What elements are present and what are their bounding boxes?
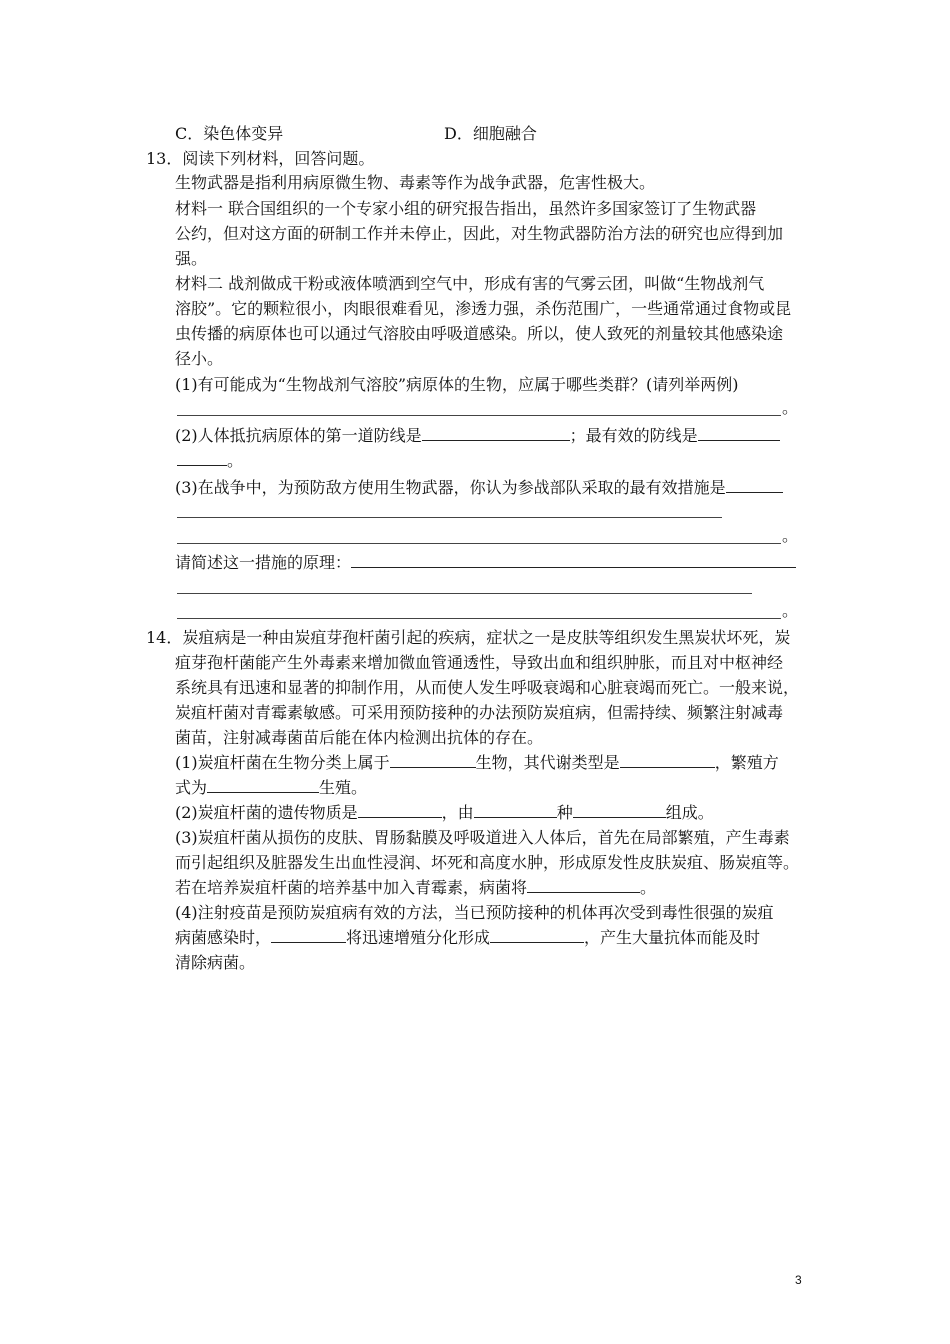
q13-part2 <box>175 426 780 446</box>
option-c: C．染色体变异 <box>175 124 284 143</box>
answer-blank[interactable] <box>271 928 346 943</box>
q14-part4-line1: (4)注射疫苗是预防炭疽病有效的方法，当已预防接种的机体再次受到毒性很强的炭疽 <box>175 903 774 922</box>
answer-blank[interactable] <box>177 543 781 544</box>
q13-part4 <box>175 553 796 573</box>
answer-blank[interactable] <box>422 426 570 441</box>
q13-material2-line2: 溶胶”。它的颗粒很小，肉眼很难看见，渗透力强，杀伤范围广，一些通常通过食物或昆 <box>175 299 792 318</box>
q13-part4-label: 请简述这一措施的原理： <box>175 553 352 572</box>
q13-stem: 13．阅读下列材料，回答问题。 <box>146 149 375 168</box>
answer-blank[interactable] <box>620 753 715 768</box>
q14-part3-line3 <box>175 878 656 898</box>
q14-part1-label-e: 生殖。 <box>319 778 368 797</box>
q14-line4: 炭疽杆菌对青霉素敏感。可采用预防接种的办法预防炭疽病，但需持续、频繁注射减毒 <box>175 703 784 722</box>
q14-line3: 系统具有迅速和显著的抑制作用，从而使人发生呼吸衰竭和心脏衰竭而死亡。一般来说， <box>175 678 800 697</box>
q14-part1-label-c: ，繁殖方 <box>714 753 779 772</box>
q13-intro: 生物武器是指利用病原微生物、毒素等作为战争武器，危害性极大。 <box>175 173 656 192</box>
q13-part2-first-line-label: (2)人体抵抗病原体的第一道防线是 <box>175 426 422 445</box>
q14-part1 <box>175 753 779 773</box>
q13-material1-line2: 公约，但对这方面的研制工作并未停止，因此，对生物武器防治方法的研究也应得到加 <box>175 224 784 243</box>
answer-blank[interactable] <box>490 928 584 943</box>
page-number: 3 <box>795 1273 802 1287</box>
answer-blank[interactable] <box>358 803 442 818</box>
q13-material1-line1: 材料一 联合国组织的一个专家小组的研究报告指出，虽然许多国家签订了生物武器 <box>175 199 757 218</box>
q14-part4-label-b: 将迅速增殖分化形成 <box>346 928 491 947</box>
q14-part3-line2: 而引起组织及脏器发生出血性浸润、坏死和高度水肿，形成原发性皮肤炭疽、肠炭疽等。 <box>175 853 800 872</box>
q14-part2-label-c: 种 <box>556 803 573 822</box>
q13-material2-line4: 径小。 <box>175 349 224 368</box>
answer-blank[interactable] <box>351 553 796 568</box>
q14-line5: 菌苗，注射减毒菌苗后能在体内检测出抗体的存在。 <box>175 728 544 747</box>
answer-blank[interactable] <box>177 517 722 518</box>
q14-part1-cont <box>175 778 367 798</box>
q14-part3-label: 若在培养炭疽杆菌的培养基中加入青霉素，病菌将 <box>175 878 528 897</box>
period: 。 <box>782 398 799 417</box>
answer-blank[interactable] <box>177 415 781 416</box>
q14-part4-line2 <box>175 928 760 948</box>
answer-blank[interactable] <box>474 803 557 818</box>
q14-part2 <box>175 803 714 823</box>
answer-blank[interactable] <box>177 451 227 466</box>
period: 。 <box>782 601 799 620</box>
q13-material2-line3: 虫传播的病原体也可以通过气溶胶由呼吸道感染。所以，使人致死的剂量较其他感染途 <box>175 324 784 343</box>
answer-blank[interactable] <box>177 618 781 619</box>
q14-part4-label-c: ，产生大量抗体而能及时 <box>584 928 761 947</box>
q14-part4-line3: 清除病菌。 <box>175 953 256 972</box>
q13-material2-line1: 材料二 战剂做成干粉或液体喷洒到空气中，形成有害的气雾云团，叫做“生物战剂气 <box>175 274 765 293</box>
period: 。 <box>640 878 657 897</box>
q14-part4-label-a: 病菌感染时， <box>175 928 272 947</box>
q14-part2-label-d: 组成。 <box>665 803 714 822</box>
answer-blank[interactable] <box>177 593 752 594</box>
q13-part3 <box>175 478 783 498</box>
q13-part3-label: (3)在战争中，为预防敌方使用生物武器，你认为参战部队采取的最有效措施是 <box>175 478 726 497</box>
q13-part2-cont <box>177 451 243 471</box>
answer-blank[interactable] <box>573 803 666 818</box>
period: 。 <box>227 451 244 470</box>
q14-part2-label-b: ，由 <box>441 803 474 822</box>
answer-blank[interactable] <box>527 878 640 893</box>
period: 。 <box>782 526 799 545</box>
q13-part1: (1)有可能成为“生物战剂气溶胶”病原体的生物，应属于哪些类群？(请列举两例) <box>175 375 739 394</box>
q14-part1-label-d: 式为 <box>175 778 208 797</box>
answer-blank[interactable] <box>698 426 780 441</box>
option-d: D．细胞融合 <box>444 124 537 143</box>
answer-blank[interactable] <box>390 753 476 768</box>
answer-blank[interactable] <box>726 478 783 493</box>
q14-line1: 14．炭疽病是一种由炭疽芽孢杆菌引起的疾病，症状之一是皮肤等组织发生黑炭状坏死，炭 <box>146 628 791 647</box>
q14-part1-label-b: 生物，其代谢类型是 <box>475 753 620 772</box>
q14-line2: 疽芽孢杆菌能产生外毒素来增加微血管通透性，导致出血和组织肿胀，而且对中枢神经 <box>175 653 784 672</box>
q14-part3-line1: (3)炭疽杆菌从损伤的皮肤、胃肠黏膜及呼吸道进入人体后，首先在局部繁殖，产生毒素 <box>175 828 790 847</box>
q13-part2-effective-line-label: ；最有效的防线是 <box>569 426 698 445</box>
answer-blank[interactable] <box>207 778 319 793</box>
q14-part2-label-a: (2)炭疽杆菌的遗传物质是 <box>175 803 358 822</box>
q13-material1-line3: 强。 <box>175 249 208 268</box>
q14-part1-label-a: (1)炭疽杆菌在生物分类上属于 <box>175 753 390 772</box>
